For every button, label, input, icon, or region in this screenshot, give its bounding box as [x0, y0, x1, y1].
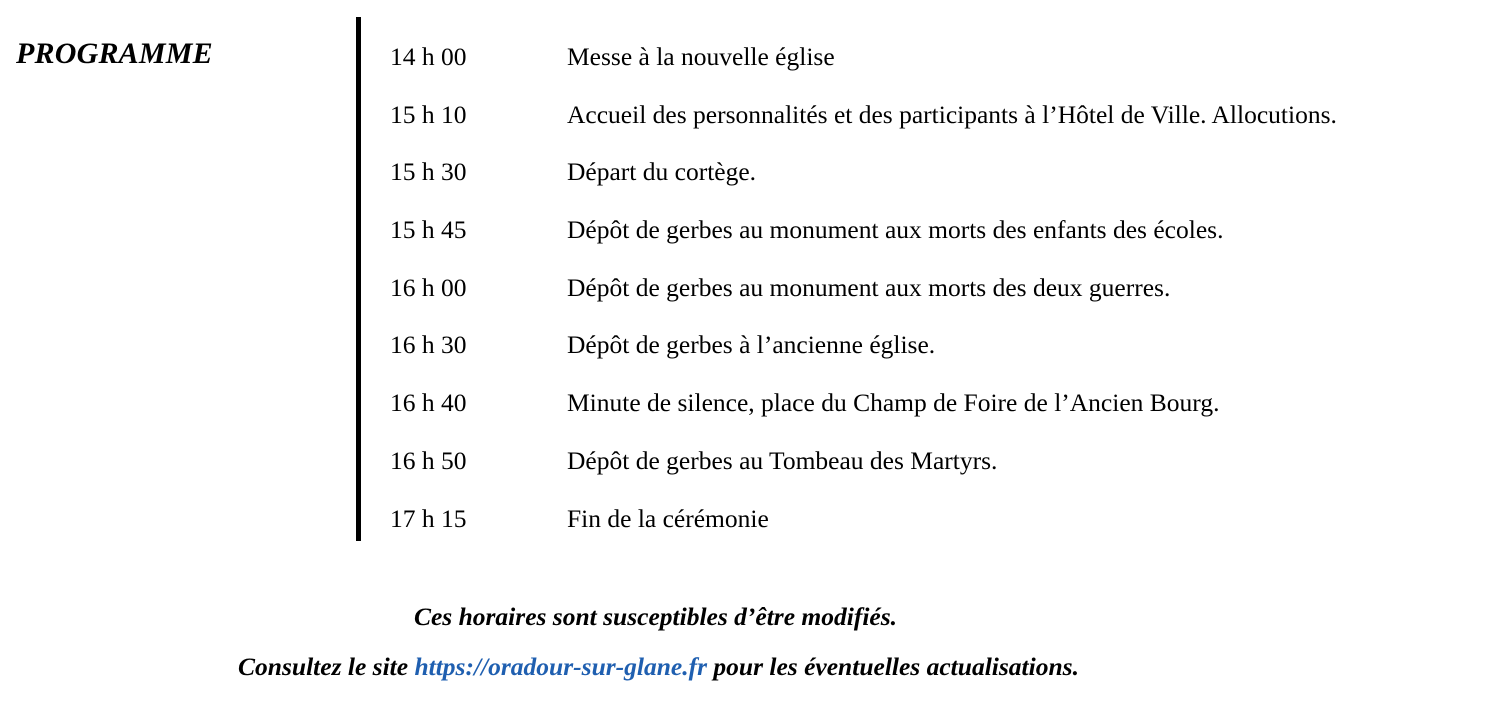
schedule-time: 15 h 10 — [390, 99, 467, 129]
schedule-event: Dépôt de gerbes à l’ancienne église. — [567, 330, 936, 360]
schedule-time: 15 h 45 — [390, 215, 467, 245]
schedule-event: Dépôt de gerbes au monument aux morts des deux guerres. — [567, 272, 1171, 302]
schedule-time: 17 h 15 — [390, 503, 467, 533]
schedule-event: Dépôt de gerbes au monument aux morts des enfants des écoles. — [567, 215, 1224, 245]
schedule-disclaimer: Ces horaires sont susceptibles d’être modifiés. — [413, 602, 898, 631]
schedule-time: 16 h 30 — [390, 330, 467, 360]
timeline-divider — [356, 17, 361, 541]
schedule-row — [390, 152, 1337, 210]
schedule-row — [390, 383, 1337, 441]
schedule-row — [390, 95, 1337, 153]
consult-prefix: Consultez le site — [238, 652, 415, 681]
schedule-row — [390, 325, 1337, 383]
schedule-time: 16 h 50 — [390, 445, 467, 475]
consult-site-notice — [0, 647, 1404, 687]
schedule-event: Départ du cortège. — [567, 157, 757, 187]
section-title: PROGRAMME — [16, 37, 213, 70]
schedule-time: 16 h 00 — [390, 272, 467, 302]
schedule-list — [390, 37, 1337, 556]
schedule-event: Minute de silence, place du Champ de Foire de l’Ancien Bourg. — [567, 388, 1220, 418]
website-link[interactable]: https://oradour-sur-glane.fr — [414, 652, 708, 681]
schedule-event: Dépôt de gerbes au Tombeau des Martyrs. — [567, 445, 998, 475]
schedule-time: 15 h 30 — [390, 157, 467, 187]
schedule-event: Messe à la nouvelle église — [567, 42, 835, 71]
schedule-event: Fin de la cérémonie — [567, 503, 769, 533]
schedule-row — [390, 210, 1337, 268]
schedule-row — [390, 499, 1337, 557]
schedule-row — [390, 37, 1337, 95]
schedule-row — [390, 268, 1337, 326]
schedule-row — [390, 441, 1337, 499]
schedule-time: 16 h 40 — [390, 388, 467, 418]
consult-suffix: pour les éventuelles actualisations. — [707, 652, 1079, 681]
schedule-event: Accueil des personnalités et des participants à l’Hôtel de Ville. Allocutions. — [567, 99, 1337, 129]
schedule-time: 14 h 00 — [390, 42, 467, 71]
